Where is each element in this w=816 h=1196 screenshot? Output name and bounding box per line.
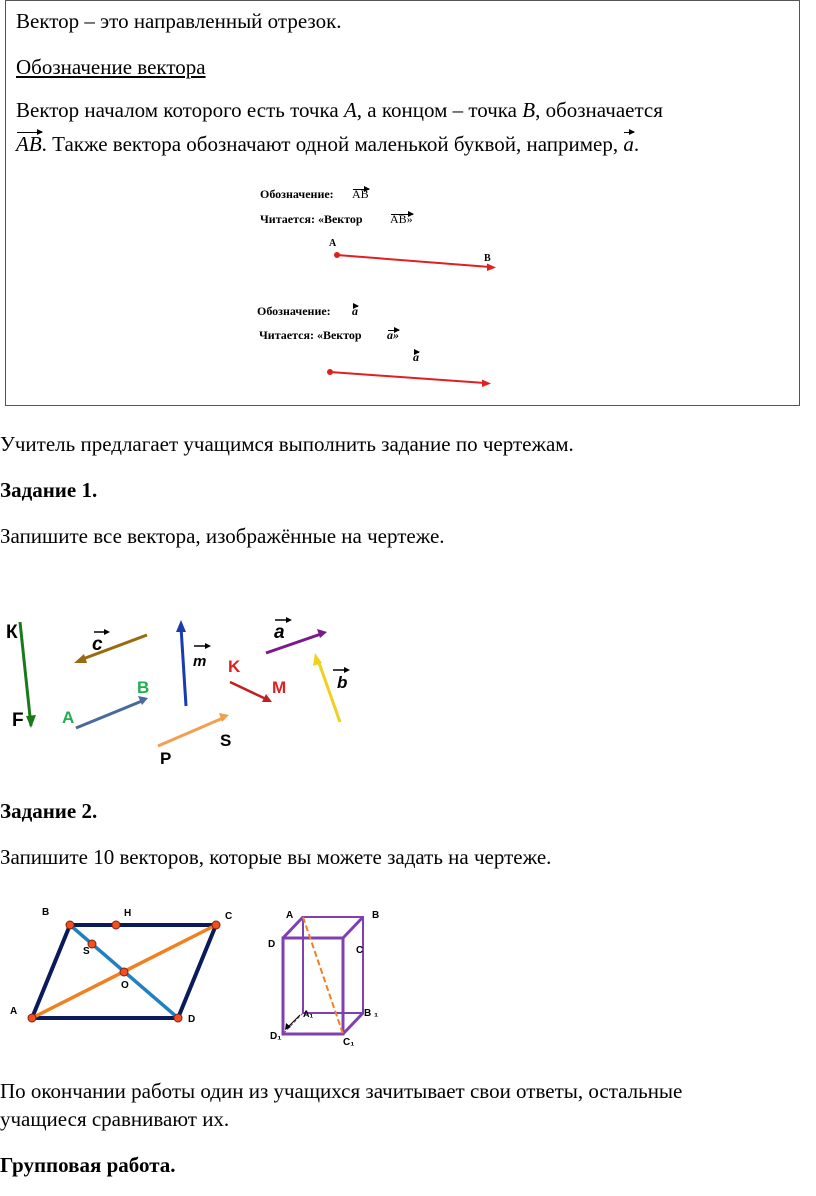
prism-small-arrow	[288, 1015, 300, 1027]
label-para-H: H	[124, 908, 132, 919]
label-prism-A1: A₁	[303, 1009, 314, 1019]
a-close-symbol: a»	[387, 328, 399, 342]
point-H	[112, 921, 120, 929]
label-A: A	[62, 708, 75, 727]
prism-front-face	[283, 938, 343, 1034]
closing-line-1: По окончании работы один из учащихся зачитывает свои ответы, остальные	[0, 1079, 683, 1103]
prism-back-face	[303, 917, 363, 1013]
vector-c-head	[74, 654, 87, 663]
label-prism-D1: D₁	[270, 1031, 282, 1042]
vector-definition: Вектор – это направленный отрезок.	[16, 9, 342, 33]
label-para-A: A	[10, 1006, 18, 1017]
point-a-symbol: A	[343, 98, 357, 122]
arrow-ab	[337, 255, 490, 267]
label-para-D: D	[188, 1014, 196, 1025]
notation-label-1: Обозначение:	[260, 187, 334, 201]
label-S: S	[220, 731, 232, 750]
vector-c	[80, 635, 147, 660]
task1-title: Задание 1.	[0, 478, 98, 502]
vector-km	[230, 682, 266, 699]
label-m: m	[193, 653, 207, 670]
label-K: K	[228, 657, 241, 676]
label-a: a	[274, 622, 285, 643]
text-fragment: .	[633, 132, 640, 156]
text-fragment: . Также вектора обозначают одной маленькой буквой, например,	[41, 132, 624, 156]
label-para-B: B	[42, 907, 50, 918]
point-B	[66, 921, 74, 929]
text-fragment: , а концом – точка	[356, 98, 523, 122]
task2-text: Запишите 10 векторов, которые вы можете задать на чертеже.	[0, 845, 552, 869]
point-b-label: B	[484, 253, 491, 264]
label-prism-C: C	[356, 945, 364, 956]
label-prism-B1: B ₁	[364, 1008, 379, 1019]
point-b-symbol: B	[522, 98, 536, 122]
label-prism-B: B	[372, 910, 380, 921]
teacher-text: Учитель предлагает учащимся выполнить задание по чертежам.	[0, 432, 574, 456]
c-vector-bar-head	[104, 629, 110, 635]
task1-text: Запишите все вектора, изображённые на чертеже.	[0, 524, 445, 548]
a-symbol: a	[413, 350, 419, 364]
prism-edge	[343, 917, 363, 938]
task1-drawing	[0, 600, 380, 775]
a-symbol: a	[352, 304, 358, 318]
closing-line-2: учащиеся сравнивают их.	[0, 1107, 230, 1131]
vector-illustration	[6, 1, 801, 407]
reads-label-1: Читается: «Вектор	[260, 212, 363, 226]
a-vector-bar-head	[286, 617, 292, 623]
label-para-O: O	[121, 980, 129, 991]
point-a-label: A	[329, 238, 337, 249]
vector-a-symbol: a	[623, 132, 634, 156]
label-P: P	[160, 749, 172, 768]
vector-m-head	[176, 620, 186, 632]
vector-kf-head	[26, 715, 36, 728]
definition-box	[5, 0, 800, 406]
point-A	[28, 1014, 36, 1022]
point-C	[212, 921, 220, 929]
label-f: F	[12, 710, 24, 731]
reads-label-2: Читается: «Вектор	[259, 328, 362, 342]
arrow-ab-head	[487, 264, 496, 272]
vector-a-head	[317, 629, 327, 638]
label-prism-C1: C₁	[343, 1037, 355, 1048]
prism	[283, 917, 363, 1034]
vector-ab	[76, 701, 142, 728]
label-b: b	[337, 673, 348, 692]
vector-ab-symbol: AB	[16, 132, 42, 156]
ab-symbol: AB	[352, 187, 369, 201]
task2-drawing	[0, 900, 400, 1050]
label-B: B	[137, 678, 150, 697]
prism-edge	[343, 1013, 363, 1034]
arrow-a	[330, 372, 485, 383]
text-fragment: Вектор началом которого есть точка	[16, 98, 344, 122]
label-para-S: S	[83, 946, 90, 957]
group-work-heading: Групповая работа.	[0, 1153, 176, 1177]
ab-close-symbol: AB»	[390, 212, 413, 226]
label-para-C: C	[225, 911, 233, 922]
text-fragment: , обозначается	[535, 98, 663, 122]
vector-m	[181, 627, 186, 706]
label-prism-A: A	[286, 910, 294, 921]
point-O	[120, 968, 128, 976]
arrow-a-head	[482, 380, 491, 388]
label-c: c	[92, 634, 103, 655]
notation-label-2: Обозначение:	[257, 304, 331, 318]
vector-ps	[158, 718, 223, 746]
m-vector-bar-head	[205, 643, 211, 649]
label-prism-D: D	[268, 939, 276, 950]
point-D	[174, 1014, 182, 1022]
task2-title: Задание 2.	[0, 799, 98, 823]
label-k: К	[6, 622, 18, 643]
label-M: M	[272, 678, 287, 697]
notation-heading: Обозначение вектора	[16, 55, 206, 79]
